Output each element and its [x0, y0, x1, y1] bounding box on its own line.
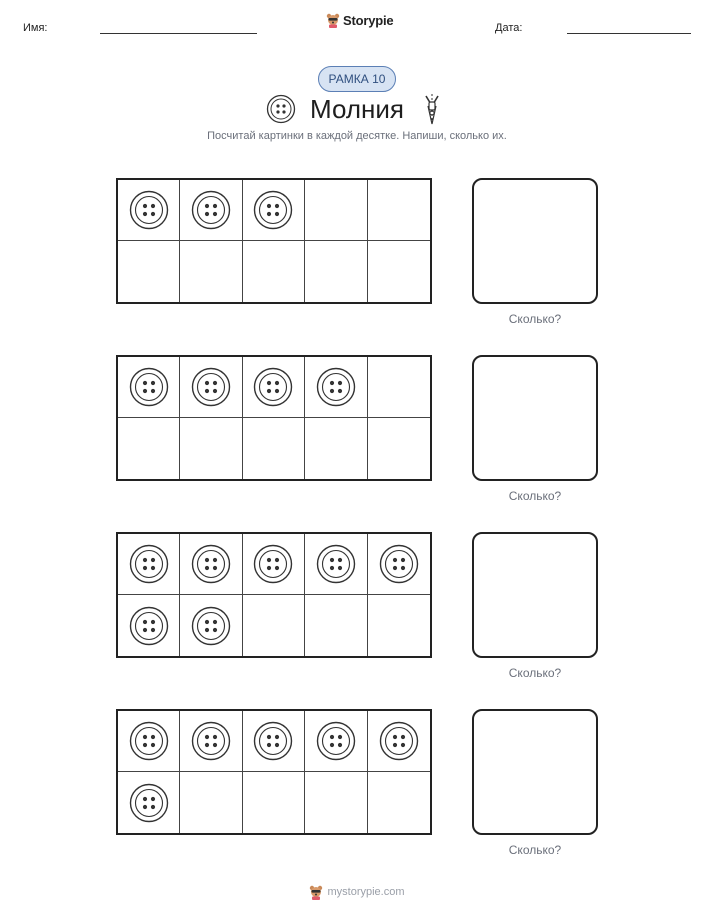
ten-frame-cell — [180, 180, 242, 241]
ten-frame-cell — [368, 595, 430, 656]
button-icon — [253, 721, 293, 761]
how-many-label: Сколько? — [508, 489, 562, 503]
button-icon — [316, 367, 356, 407]
button-icon — [253, 367, 293, 407]
ten-frame-cell — [243, 711, 305, 772]
ten-frame — [116, 709, 432, 835]
date-field[interactable] — [567, 33, 691, 34]
button-icon — [253, 544, 293, 584]
name-label: Имя: — [23, 22, 48, 34]
how-many-label: Сколько? — [508, 666, 562, 680]
name-field[interactable] — [100, 33, 257, 34]
storypie-logo — [326, 12, 393, 28]
ten-frame-cell — [305, 357, 367, 418]
button-icon — [253, 190, 293, 230]
ten-frame-cell — [118, 711, 180, 772]
ten-frame-cell — [180, 711, 242, 772]
ten-frame-cell — [243, 772, 305, 833]
ten-frame — [116, 178, 432, 304]
button-icon — [191, 606, 231, 646]
ten-frame-cell — [368, 534, 430, 595]
ten-frame-cell — [368, 418, 430, 479]
button-icon — [191, 721, 231, 761]
ten-frame-cell — [243, 418, 305, 479]
ten-frame-cell — [305, 241, 367, 302]
ten-frame-cell — [180, 241, 242, 302]
ten-frame-cell — [118, 180, 180, 241]
ten-frame-cell — [243, 357, 305, 418]
button-icon — [129, 367, 169, 407]
answer-box[interactable] — [472, 355, 598, 481]
button-icon — [129, 606, 169, 646]
ten-frame-cell — [243, 534, 305, 595]
ten-frame-cell — [368, 772, 430, 833]
how-many-label: Сколько? — [508, 843, 562, 857]
button-icon — [316, 544, 356, 584]
ten-frame-cell — [180, 534, 242, 595]
ten-frame-cell — [305, 418, 367, 479]
ten-frame-cell — [368, 180, 430, 241]
date-label: Дата: — [495, 22, 523, 34]
ten-frame-cell — [180, 595, 242, 656]
how-many-label: Сколько? — [508, 312, 562, 326]
button-icon — [191, 190, 231, 230]
button-icon — [191, 367, 231, 407]
button-icon — [379, 721, 419, 761]
button-icon — [129, 721, 169, 761]
ten-frame-cell — [305, 772, 367, 833]
footer — [0, 884, 714, 900]
ten-frame-cell — [243, 180, 305, 241]
ten-frame — [116, 532, 432, 658]
bear-mascot-icon — [326, 12, 340, 28]
button-icon — [191, 544, 231, 584]
ten-frame-cell — [180, 357, 242, 418]
ten-frame-cell — [243, 595, 305, 656]
ten-frame-cell — [118, 357, 180, 418]
ten-frame-cell — [118, 534, 180, 595]
button-icon — [129, 544, 169, 584]
page-title: Молния — [310, 94, 404, 124]
answer-box[interactable] — [472, 532, 598, 658]
button-icon — [379, 544, 419, 584]
instruction-text: Посчитай картинки в каждой десятке. Напиши, сколько их. — [207, 130, 507, 142]
ten-frame-cell — [368, 711, 430, 772]
footer-site: mystorypie.com — [327, 886, 405, 898]
ten-frame-cell — [368, 241, 430, 302]
logo-text: Storypie — [343, 12, 394, 28]
button-icon — [129, 190, 169, 230]
ten-frame-cell — [180, 418, 242, 479]
ten-frame — [116, 355, 432, 481]
frame-badge: РАМКА 10 — [318, 66, 396, 92]
ten-frame-cell — [305, 595, 367, 656]
answer-box[interactable] — [472, 178, 598, 304]
ten-frame-cell — [305, 534, 367, 595]
button-icon — [316, 721, 356, 761]
bear-mascot-icon — [309, 884, 323, 900]
zipper-icon — [422, 92, 442, 126]
ten-frame-cell — [118, 241, 180, 302]
ten-frame-cell — [118, 595, 180, 656]
ten-frame-cell — [305, 711, 367, 772]
ten-frame-cell — [118, 772, 180, 833]
ten-frame-cell — [243, 241, 305, 302]
title-row — [0, 92, 714, 126]
ten-frame-cell — [368, 357, 430, 418]
button-icon — [129, 783, 169, 823]
ten-frame-cell — [118, 418, 180, 479]
ten-frame-cell — [305, 180, 367, 241]
ten-frame-cell — [180, 772, 242, 833]
answer-box[interactable] — [472, 709, 598, 835]
